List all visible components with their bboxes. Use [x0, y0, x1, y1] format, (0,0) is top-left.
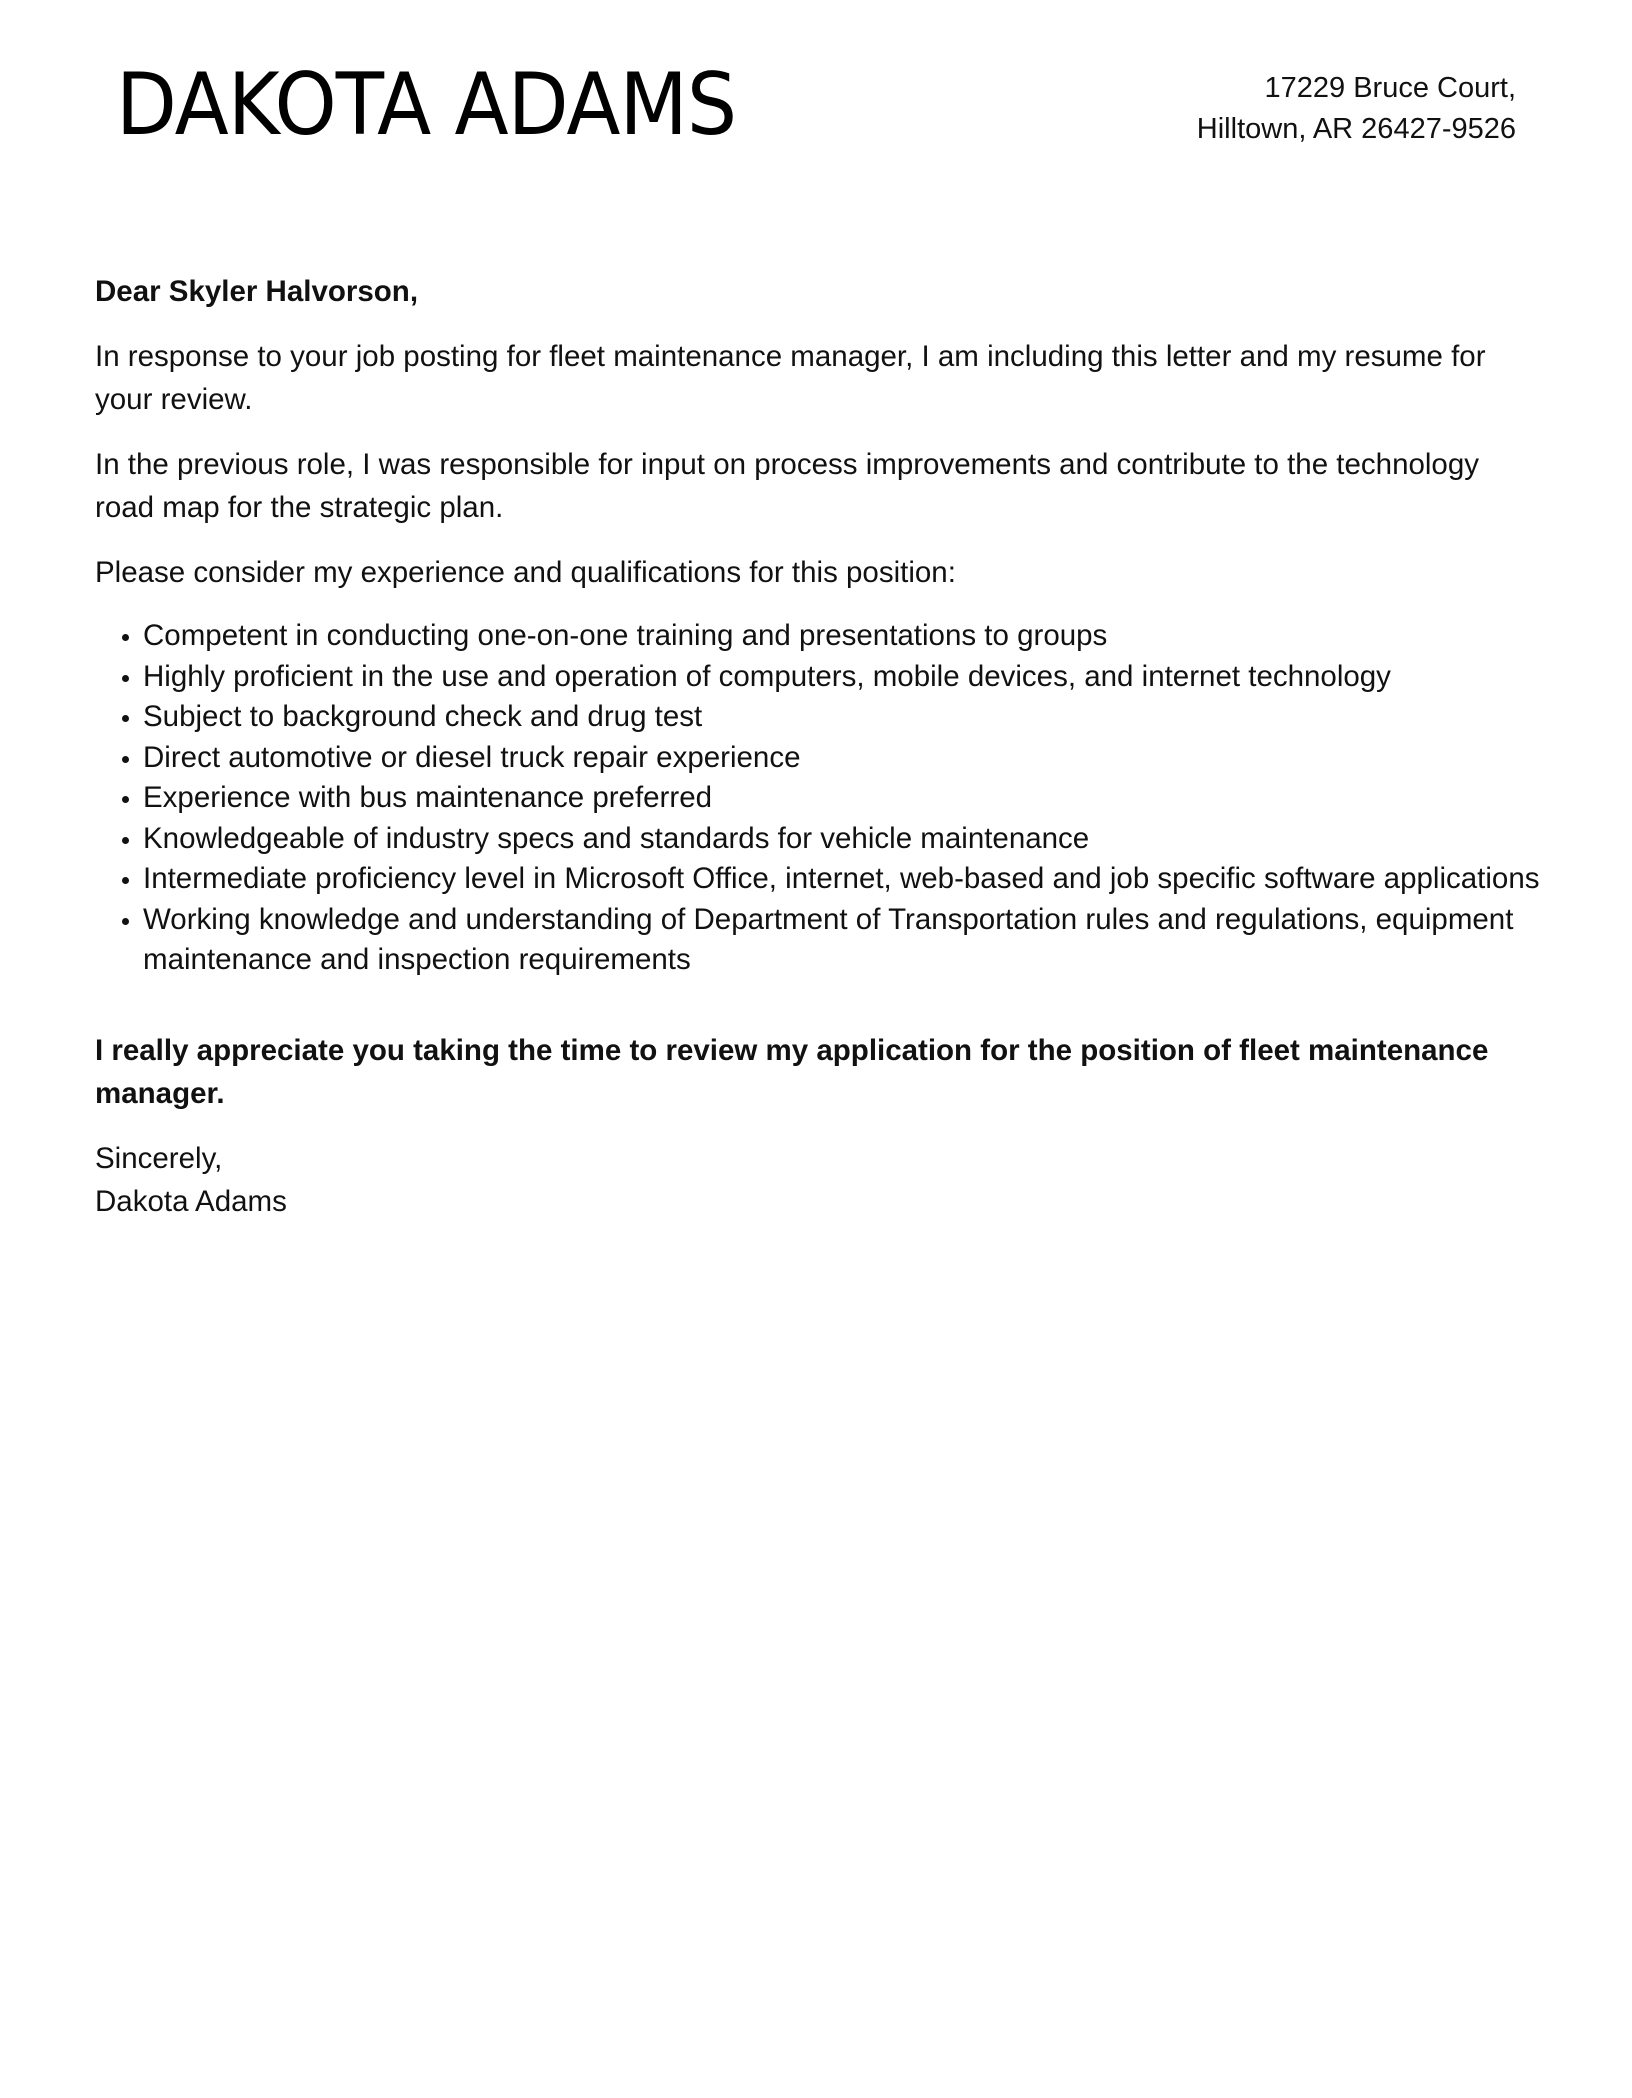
paragraph-qualifications-lead: Please consider my experience and qualifications for this position:: [95, 556, 956, 589]
paragraph-intro: In response to your job posting for fleet maintenance manager, I am including this letter and my resume for your review.: [95, 340, 1486, 416]
list-item: • Subject to background check and drug test: [143, 697, 1545, 738]
list-item: • Working knowledge and understanding of Department of Transportation rules and regulations, equipment maintenance and inspection requirements: [143, 900, 1545, 981]
letter-body: [95, 270, 1545, 1223]
list-item: • Intermediate proficiency level in Microsoft Office, internet, web-based and job specific software applications: [143, 859, 1545, 900]
signoff: Sincerely,: [95, 1141, 223, 1175]
qualifications-list: [95, 616, 1545, 981]
list-item: • Direct automotive or diesel truck repair experience: [143, 738, 1545, 779]
address-line-2: Hilltown, AR 26427-9526: [1196, 113, 1516, 145]
list-item: • Experience with bus maintenance preferred: [143, 778, 1545, 819]
applicant-name: DAKOTA ADAMS: [116, 55, 737, 155]
closing-statement: I really appreciate you taking the time to review my application for the position of fleet maintenance manager.: [95, 1033, 1489, 1110]
list-item: • Knowledgeable of industry specs and standards for vehicle maintenance: [143, 819, 1545, 860]
signature-name: Dakota Adams: [95, 1184, 287, 1218]
address-block: [1197, 68, 1516, 150]
list-item: • Competent in conducting one-on-one training and presentations to groups: [143, 616, 1545, 657]
greeting: Dear Skyler Halvorson,: [95, 275, 419, 308]
address-line-1: 17229 Bruce Court,: [1264, 72, 1516, 104]
list-item: • Highly proficient in the use and operation of computers, mobile devices, and internet technology: [143, 657, 1545, 698]
paragraph-previous-role: In the previous role, I was responsible for input on process improvements and contribute to the technology road map for the strategic plan.: [95, 448, 1479, 524]
